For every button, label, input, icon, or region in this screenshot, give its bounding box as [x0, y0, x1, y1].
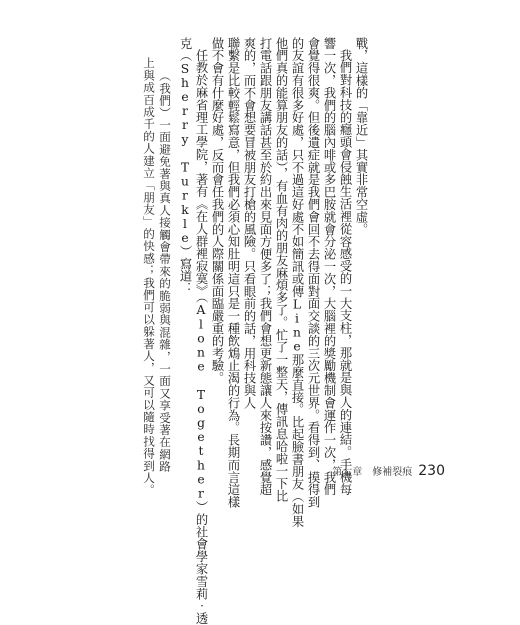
quote-column-2: 上與成百成千的人建立「朋友」的快感；我們可以躲著人，又可以隨時找得到人。 [142, 57, 156, 497]
body-column-3: 響一次，我們的腦內啡或多巴胺就會分泌一次，大腦裡的獎勵機制會運作一次，我們 [322, 37, 336, 496]
quote-column-1: （我們）一面避免著與真人接觸會帶來的脆弱與混雜，一面又享受著在網路 [158, 70, 172, 473]
page-footer [332, 463, 445, 479]
body-column-10: 做不會有什麼好處，反而會任我們的人際關係面臨嚴重的考驗。 [210, 37, 224, 385]
body-column-8: 爽的，而不會想要冒被朋友打槍的風險。只看眼前的話，用科技與人 [242, 37, 256, 409]
chapter-title: 第七章 修補裂痕 [332, 467, 413, 478]
body-column-4: 會覺得很爽。但後遺症就是我們會回不去得面對面交談的三次元世界。看得到、摸得到 [306, 37, 320, 509]
body-column-2: 我們對科技的癮頭會侵蝕生活裡從容感受的一大支柱，那就是與人的連結。手機每 [338, 49, 352, 496]
page-number: 230 [418, 463, 445, 479]
body-column-7: 打電話跟朋友講話甚至於約出來見面方便多了；我們會想更新態讓人來按讚，感覺超 [258, 37, 272, 496]
body-column-12: 克（Sherry Turkle）寫道： [178, 37, 192, 295]
body-column-5: 的友誼有很多好處，只不過這好處不如簡訊或傳Line那麼直接。比起臉書朋友（如果 [290, 37, 304, 528]
body-column-6: 他們真的能算朋友的話），有血有肉的朋友麻煩多了。忙了一整天，傳訊息哈啦一下比 [274, 37, 288, 503]
body-column-9: 聯繫是比較輕鬆寫意，但我們必須心知肚明這只是一種飲鴆止渴的行為。長期而言這樣 [226, 37, 240, 509]
body-column-11: 任教於麻省理工學院，著有《在人群裡寂寞》（Alone Together）的社會學家雪莉‧透 [194, 49, 208, 625]
body-column-1: 戰，這樣的「靠近」其實非常空虛。 [354, 37, 368, 236]
